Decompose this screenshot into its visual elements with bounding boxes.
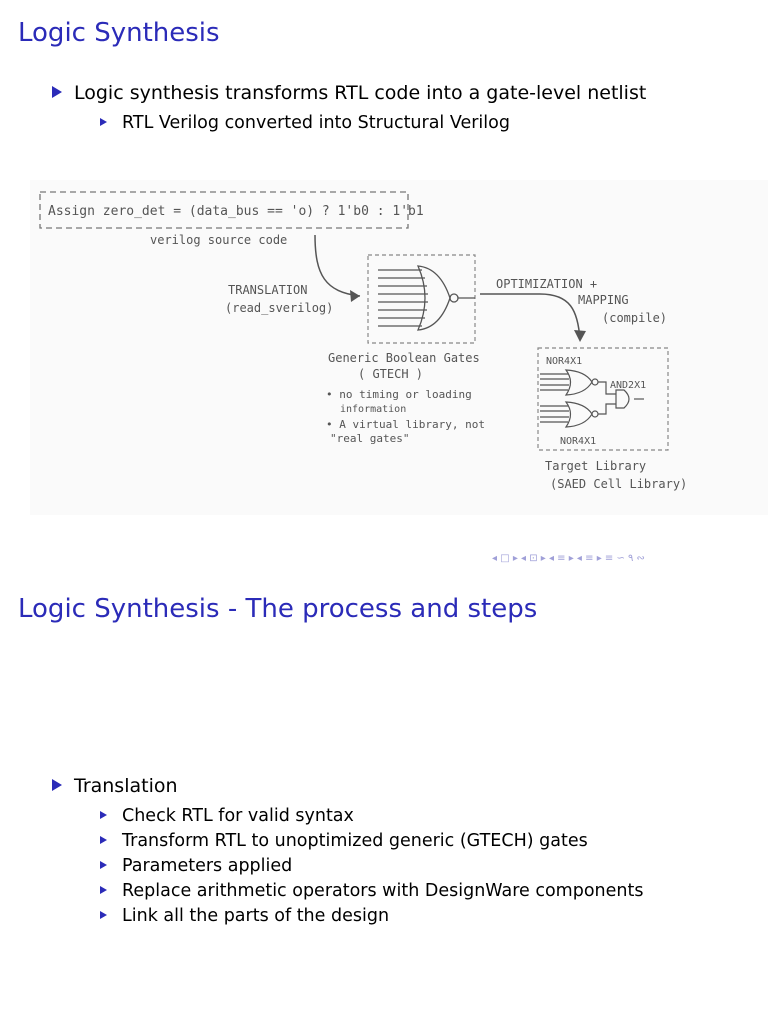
sub-bullet	[100, 806, 354, 826]
sub-bullet	[100, 906, 389, 926]
synthesis-flow-sketch	[30, 180, 768, 515]
slide-1-title: Logic Synthesis	[18, 18, 220, 48]
note-2: • A virtual library, not	[326, 418, 485, 431]
bullet	[52, 82, 646, 104]
sub-bullet	[100, 881, 643, 901]
nor-top-label: NOR4X1	[546, 356, 583, 367]
slide-2	[0, 576, 768, 1024]
mapping-label: MAPPING	[578, 293, 629, 307]
gtech-label: ( GTECH )	[358, 367, 424, 381]
note-2-cont: "real gates"	[330, 432, 410, 445]
and-label: AND2X1	[610, 380, 647, 391]
optimization-label: OPTIMIZATION +	[496, 277, 598, 291]
note-1: • no timing or loading	[326, 388, 472, 401]
sub-bullet-text: Link all the parts of the design	[122, 906, 390, 926]
bullet-triangle-icon	[100, 886, 107, 894]
read-command: (read_sverilog)	[225, 301, 334, 315]
sub-bullet	[100, 113, 510, 133]
sub-bullet-text: Check RTL for valid syntax	[122, 806, 354, 826]
beamer-navigation[interactable]: ◂ □ ▸ ◂ ⊡ ▸ ◂ ≡ ▸ ◂ ≡ ▸ ≡ ∽ ۹ ∾	[492, 553, 645, 564]
translation-label: TRANSLATION	[228, 283, 308, 297]
sub-bullet-text: RTL Verilog converted into Structural Verilog	[122, 113, 510, 133]
nor-bottom-label: NOR4X1	[560, 436, 597, 447]
bullet-triangle-icon	[100, 118, 107, 126]
bullet-triangle-icon	[52, 779, 62, 791]
bullet-text: Logic synthesis transforms RTL code into a gate-level netlist	[74, 82, 647, 104]
sub-bullet	[100, 856, 292, 876]
bullet	[52, 775, 178, 797]
sub-bullet-text: Replace arithmetic operators with DesignWare components	[122, 881, 644, 901]
sub-bullet-text: Parameters applied	[122, 856, 293, 876]
bullet-text: Translation	[74, 775, 178, 797]
bullet-triangle-icon	[100, 911, 107, 919]
slide-2-title: Logic Synthesis - The process and steps	[18, 594, 538, 624]
saed-library-label: (SAED Cell Library)	[550, 477, 688, 491]
sub-bullet-text: Transform RTL to unoptimized generic (GTECH) gates	[122, 831, 588, 851]
verilog-code: Assign zero_det = (data_bus == 'o) ? 1'b0 : 1'b1	[48, 204, 424, 219]
bullet-triangle-icon	[100, 836, 107, 844]
note-1-cont: information	[340, 404, 407, 415]
bullet-triangle-icon	[52, 86, 62, 98]
sub-bullet	[100, 831, 588, 851]
compile-label: (compile)	[602, 311, 668, 325]
target-library-label: Target Library	[545, 459, 647, 473]
source-code-label: verilog source code	[150, 233, 288, 247]
bullet-triangle-icon	[100, 861, 107, 869]
generic-gates-label: Generic Boolean Gates	[328, 351, 480, 365]
bullet-triangle-icon	[100, 811, 107, 819]
